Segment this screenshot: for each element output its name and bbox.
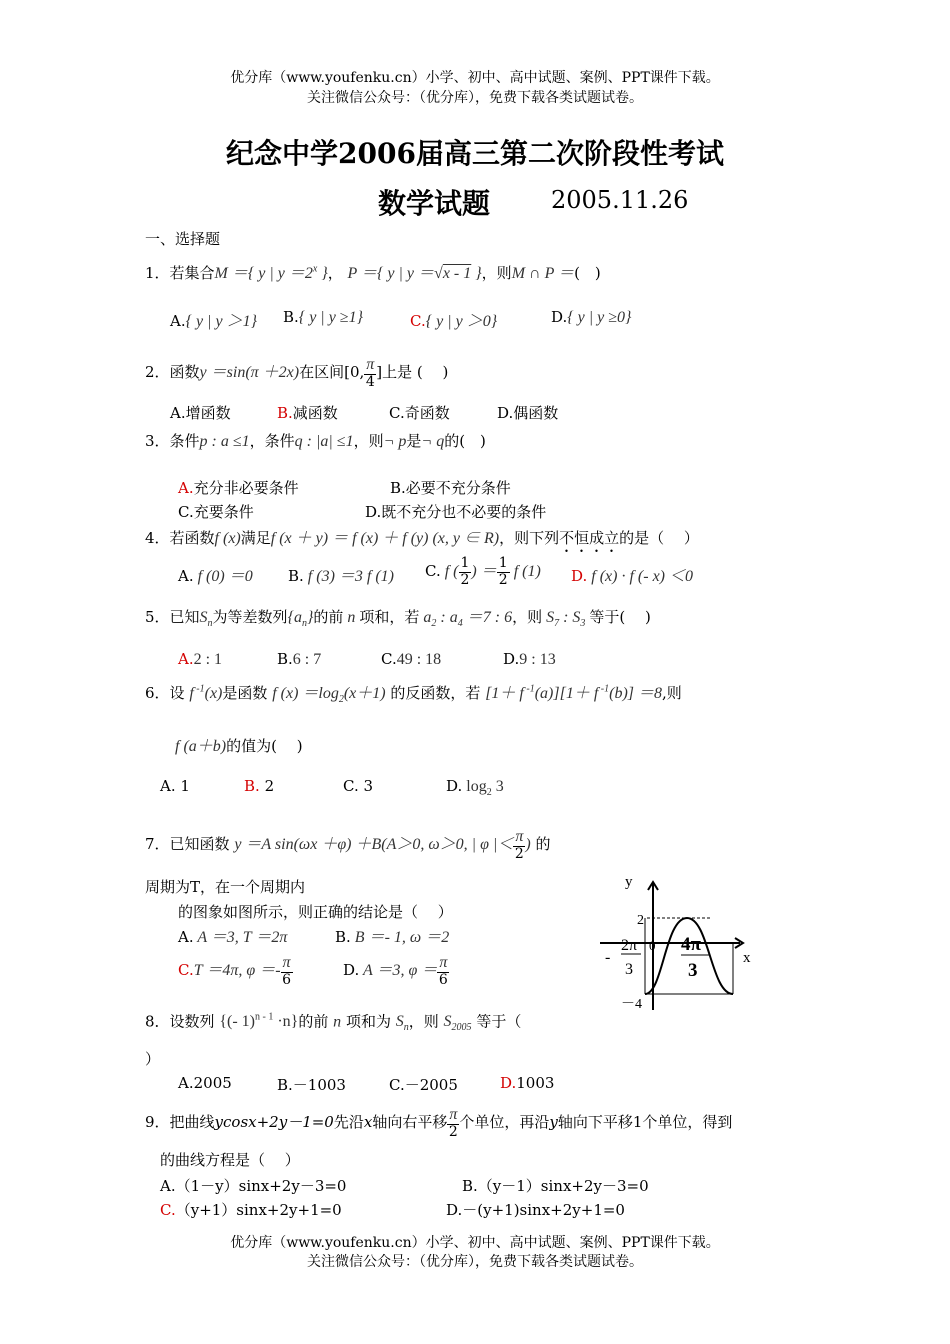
q3-mid1: ，条件 bbox=[249, 432, 295, 450]
sine-curve bbox=[645, 918, 733, 994]
q8-seq: {(- 1)$^{n - 1}$ ·n} bbox=[219, 1012, 299, 1031]
q6-opt-b-label: B. bbox=[244, 777, 260, 795]
q3-cond-q: q : |a| ≤1 bbox=[294, 433, 354, 450]
exam-date: 2005.11.26 bbox=[551, 186, 689, 214]
q4-num: 4．若函数 bbox=[145, 529, 215, 547]
q2-mid: 在区间[0, bbox=[299, 363, 365, 381]
q4-option-b bbox=[288, 563, 394, 586]
graph-y-label: y bbox=[625, 874, 633, 890]
q8-stem bbox=[145, 1000, 521, 1047]
q4-opt-a-math: f (0) ＝0 bbox=[193, 568, 253, 585]
q1-option-b bbox=[283, 308, 363, 327]
graph-x-right-num: 4π bbox=[681, 934, 701, 955]
q2-option-a: A.增函数 bbox=[170, 404, 231, 422]
q9-opt-c-label: C. bbox=[160, 1201, 176, 1219]
q6-cond: [1＋ f $^{-1}$(a)][1＋ f $^{-1}$(b)] ＝8 bbox=[485, 683, 663, 702]
q5-opt-a-val: 2 : 1 bbox=[193, 651, 223, 668]
q4-mid2: ，则下列 bbox=[499, 529, 560, 547]
q9-option-a: A.（1－y）sinx+2y－3=0 bbox=[160, 1177, 347, 1195]
q5-e: 等于( ) bbox=[589, 608, 651, 626]
q7-opt-a-label: A. bbox=[178, 928, 194, 946]
q8-option-d bbox=[500, 1074, 554, 1092]
q2-stem bbox=[145, 352, 448, 393]
q5-stem bbox=[145, 604, 651, 629]
q1-opt-b-label: B. bbox=[283, 308, 299, 326]
q9-frac: $\frac{\pi}{2}$ bbox=[448, 1106, 458, 1140]
q9-e: y bbox=[549, 1113, 558, 1131]
q5-opt-b-val: 6 : 7 bbox=[292, 651, 322, 668]
graph-x-right-den: 3 bbox=[688, 960, 698, 981]
q8-n: n bbox=[333, 1013, 342, 1031]
q4-opt-d-math: f (x) · f (- x) ＜0 bbox=[587, 568, 694, 585]
q1-set-m: M ＝{ y | $y =2^x$ } bbox=[214, 263, 328, 282]
q3-is: 是 bbox=[406, 432, 422, 450]
q4-option-a bbox=[178, 563, 253, 586]
q7-num: 7．已知函数 bbox=[145, 835, 230, 853]
q9-option-c bbox=[160, 1199, 342, 1220]
q3-num: 3．条件 bbox=[145, 432, 200, 450]
q3-not-p: ¬ p bbox=[383, 433, 407, 450]
q9-opt-c-text: （y+1）sinx+2y+1=0 bbox=[175, 1201, 342, 1219]
q8-opt-d-val: 1003 bbox=[516, 1074, 555, 1092]
q6-option-a: A. 1 bbox=[160, 777, 190, 795]
q4-opt-b-math: f (3) ＝3 f (1) bbox=[303, 568, 395, 585]
q8-opt-d-label: D. bbox=[500, 1074, 517, 1092]
q5-option-b bbox=[277, 650, 321, 669]
q3-opt-a-text: 充分非必要条件 bbox=[193, 479, 299, 497]
q2-option-c: C.奇函数 bbox=[389, 404, 450, 422]
q1-opt-a-math: { y | y ＞1} bbox=[185, 313, 258, 330]
q8-sn: $S_n$ bbox=[395, 1013, 409, 1034]
q4-option-d bbox=[571, 563, 693, 586]
q1-opt-a-label: A. bbox=[170, 312, 186, 330]
graph-y-max: 2 bbox=[637, 913, 644, 928]
q1-option-a bbox=[170, 308, 257, 331]
q5-option-a bbox=[178, 650, 222, 669]
q2-frac: $\frac{\pi}{4}$ bbox=[365, 356, 375, 390]
q7-close: ) bbox=[525, 836, 531, 853]
q6-opt-d-label: D. bbox=[446, 777, 463, 795]
q7-graph bbox=[595, 870, 765, 1015]
q5-opt-b-label: B. bbox=[277, 650, 293, 668]
q9-c: 轴向右平移 bbox=[372, 1113, 448, 1131]
q1-num: 1．若集合 bbox=[145, 264, 215, 282]
q5-ratio: $a_2$ : $a_4 =7$ : 6 bbox=[419, 609, 513, 630]
q5-opt-d-label: D. bbox=[503, 650, 520, 668]
q8-close: ） bbox=[145, 1050, 161, 1068]
q9-num: 9．把曲线 bbox=[145, 1113, 215, 1131]
q5-num: 5．已知 bbox=[145, 608, 200, 626]
q4-opt-c-frac2: $\frac{1}{2}$ bbox=[498, 555, 508, 588]
q6-option-d bbox=[446, 777, 504, 798]
q5-opt-d-val: 9 : 13 bbox=[519, 651, 556, 668]
q6-option-b bbox=[244, 777, 274, 795]
q5-a: 为等差数列 bbox=[212, 608, 288, 626]
q6-a: 是函数 bbox=[222, 684, 268, 702]
q9-stem bbox=[145, 1102, 732, 1142]
q7-end: 的 bbox=[535, 835, 551, 853]
q8-b: 项和为 bbox=[345, 1012, 391, 1031]
q3-option-c: C.充要条件 bbox=[178, 503, 254, 521]
q8-num: 8．设数列 bbox=[145, 1012, 215, 1031]
q1-opt-d-math: { y | y ≥0} bbox=[567, 309, 632, 326]
q8-s2005: $S_{2005}$ bbox=[443, 1013, 472, 1034]
q6-opt-d-math: $\log_2 3$ bbox=[462, 778, 504, 799]
q3-option-a bbox=[178, 477, 299, 498]
q5-s7s3: $S_7$ : $S_3$ bbox=[542, 609, 586, 630]
header-line-2: 关注微信公众号：（优分库），免费下载各类试题试卷。 bbox=[307, 90, 643, 106]
q4-opt-c-frac1: $\frac{1}{2}$ bbox=[460, 555, 470, 588]
graph-x-label: x bbox=[743, 950, 751, 966]
graph-x-left-den: 3 bbox=[625, 961, 633, 978]
q9-option-d: D.－(y+1)sinx+2y+1=0 bbox=[446, 1201, 625, 1219]
q7-opt-d-math: A ＝3, φ ＝ bbox=[359, 962, 438, 979]
q1-opt-d-label: D. bbox=[551, 308, 568, 326]
q8-option-a: A.2005 bbox=[178, 1074, 232, 1092]
q1-expr: M ∩ P ＝ bbox=[511, 265, 575, 282]
q7-opt-b-label: B. bbox=[335, 928, 351, 946]
q9-line-2: 的曲线方程是（ ） bbox=[160, 1151, 300, 1169]
q7-frac: $\frac{\pi}{2}$ bbox=[514, 828, 524, 862]
q7-opt-a-math: A ＝3, T ＝2π bbox=[193, 929, 288, 946]
q4-option-c bbox=[425, 551, 541, 592]
q2-num: 2．函数 bbox=[145, 363, 200, 381]
q1-then: ，则 bbox=[481, 264, 512, 282]
q4-opt-d-label: D. bbox=[571, 567, 588, 585]
graph-origin: 0 bbox=[649, 938, 656, 953]
q7-line-2: 周期为T，在一个周期内 bbox=[145, 878, 306, 896]
q3-option-b: B.必要不充分条件 bbox=[390, 479, 511, 497]
q4-end: 的是（ ） bbox=[619, 529, 699, 547]
q3-end: 的( ) bbox=[444, 432, 486, 450]
q6-fab: f (a＋b) bbox=[175, 738, 227, 755]
q1-option-d bbox=[551, 308, 631, 327]
q5-seq: $\{a_n\}$ bbox=[287, 609, 314, 630]
q2-end: ]上是 ( ) bbox=[376, 363, 449, 381]
q4-mid1: 满足 bbox=[240, 529, 271, 547]
q4-opt-b-label: B. bbox=[288, 567, 304, 585]
q2-func: y ＝sin(π ＋2x) bbox=[199, 364, 300, 381]
q6-opt-b-val: 2 bbox=[259, 777, 275, 795]
q6-c: ,则 bbox=[662, 684, 682, 702]
q7-option-b bbox=[335, 924, 449, 947]
q2-option-d: D.偶函数 bbox=[497, 404, 559, 422]
q8-c: ，则 bbox=[408, 1012, 439, 1031]
q1-paren: ( ) bbox=[574, 264, 601, 282]
q5-b: 的前 bbox=[313, 608, 344, 626]
q6-num: 6．设 bbox=[145, 684, 185, 702]
q7-opt-d-label: D. bbox=[343, 961, 360, 979]
q2-option-b bbox=[277, 402, 338, 423]
q1-opt-b-math: { y | y ≥1} bbox=[298, 309, 363, 326]
q3-not-q: ¬ q bbox=[421, 433, 445, 450]
footer-line-2: 关注微信公众号：（优分库），免费下载各类试题试卷。 bbox=[307, 1254, 643, 1270]
q7-opt-b-math: B ＝- 1, ω ＝2 bbox=[350, 929, 450, 946]
q2-opt-b-text: 减函数 bbox=[292, 404, 338, 422]
q5-option-d bbox=[503, 650, 556, 669]
q4-opt-c-math3: f (1) bbox=[509, 563, 541, 580]
q7-stem bbox=[145, 822, 550, 867]
header-line-1: 优分库（www.youfenku.cn）小学、初中、高中试题、案例、PPT课件下载。 bbox=[230, 70, 720, 86]
q1-opt-c-math: { y | y ＞0} bbox=[425, 313, 498, 330]
q8-d: 等于（ bbox=[476, 1012, 522, 1031]
q4-fx: f (x) bbox=[214, 530, 241, 547]
q7-opt-c-label: C. bbox=[178, 961, 194, 979]
q7-opt-d-frac: $\frac{\pi}{6}$ bbox=[438, 954, 448, 988]
q5-n: n bbox=[343, 609, 360, 626]
q3-option-d: D.既不充分也不必要的条件 bbox=[365, 503, 547, 521]
footer-line-1: 优分库（www.youfenku.cn）小学、初中、高中试题、案例、PPT课件下载。 bbox=[230, 1235, 720, 1251]
q6-finv: f $^{-1}$(x) bbox=[189, 683, 223, 702]
q3-cond-p: p : a ≤1 bbox=[199, 433, 250, 450]
q6-d: 的值为( ) bbox=[226, 737, 303, 755]
section-heading: 一、选择题 bbox=[145, 230, 221, 248]
page-subtitle: 数学试题 bbox=[378, 187, 491, 220]
q4-opt-a-label: A. bbox=[178, 567, 194, 585]
q7-option-a bbox=[178, 924, 287, 947]
q1-opt-c-label: C. bbox=[410, 312, 426, 330]
q6-b: 的反函数，若 bbox=[390, 684, 481, 702]
q6-stem-2 bbox=[175, 733, 303, 756]
q9-curve: ycosx+2y－1=0 bbox=[214, 1113, 334, 1131]
q7-line-3: 的图象如图所示，则正确的结论是（ ） bbox=[178, 903, 453, 921]
q3-mid2: ，则 bbox=[353, 432, 384, 450]
q6-func: f $(x) =\log_2(x+1)$ bbox=[272, 685, 386, 706]
q8-a: 的前 bbox=[298, 1012, 329, 1031]
q7-opt-c-frac: $\frac{\pi}{6}$ bbox=[282, 954, 291, 988]
q5-opt-c-val: 49 : 18 bbox=[396, 651, 442, 668]
q9-option-b: B.（y－1）sinx+2y－3=0 bbox=[462, 1177, 649, 1195]
page-title: 纪念中学2006届高三第二次阶段性考试 bbox=[226, 137, 724, 170]
q1-option-c bbox=[410, 308, 497, 331]
q7-option-c bbox=[178, 950, 293, 991]
q4-opt-c-math1: f ( bbox=[440, 563, 459, 580]
q1-set-p: P ＝{ y | y ＝√x - 1 } bbox=[347, 265, 482, 282]
q5-option-c bbox=[381, 650, 441, 669]
q3-opt-a-label: A. bbox=[178, 479, 194, 497]
q4-opt-c-label: C. bbox=[425, 562, 441, 580]
q5-c: 项和，若 bbox=[359, 608, 420, 626]
graph-y-min: －4 bbox=[621, 997, 642, 1012]
graph-x-left-num: 2π bbox=[621, 937, 638, 954]
q5-opt-a-label: A. bbox=[178, 650, 194, 668]
q7-opt-c-math: T ＝4π, φ ＝- bbox=[193, 962, 281, 979]
q4-emphasis: 不恒成立 bbox=[559, 529, 620, 547]
q7-option-d bbox=[343, 950, 449, 991]
q5-sn: $S_n$ bbox=[199, 609, 213, 630]
q2-opt-b-label: B. bbox=[277, 404, 293, 422]
q7-func: y ＝A sin(ωx ＋φ) ＋B(A＞0, ω＞0, | φ |＜ bbox=[234, 836, 514, 853]
q6-option-c: C. 3 bbox=[343, 777, 374, 795]
q8-option-c: C.－2005 bbox=[389, 1076, 458, 1094]
graph-minus: - bbox=[605, 949, 611, 966]
q9-b: x bbox=[363, 1113, 373, 1131]
q9-f: 轴向下平移1个单位，得到 bbox=[557, 1113, 733, 1131]
q5-opt-c-label: C. bbox=[381, 650, 397, 668]
q3-stem bbox=[145, 430, 486, 451]
q9-d: 个单位，再沿 bbox=[459, 1113, 550, 1131]
q4-opt-c-math2: ) ＝ bbox=[471, 563, 497, 580]
q8-option-b: B.－1003 bbox=[277, 1076, 346, 1094]
q4-eq: f (x ＋ y) ＝ f (x) ＋ f (y) (x, y ∈ R) bbox=[270, 530, 500, 547]
q4-stem bbox=[145, 525, 699, 556]
q6-stem bbox=[145, 680, 682, 705]
q1-stem bbox=[145, 260, 601, 283]
q1-sep: ， bbox=[327, 264, 343, 282]
q5-d: ，则 bbox=[512, 608, 543, 626]
q9-a: 先沿 bbox=[333, 1113, 364, 1131]
